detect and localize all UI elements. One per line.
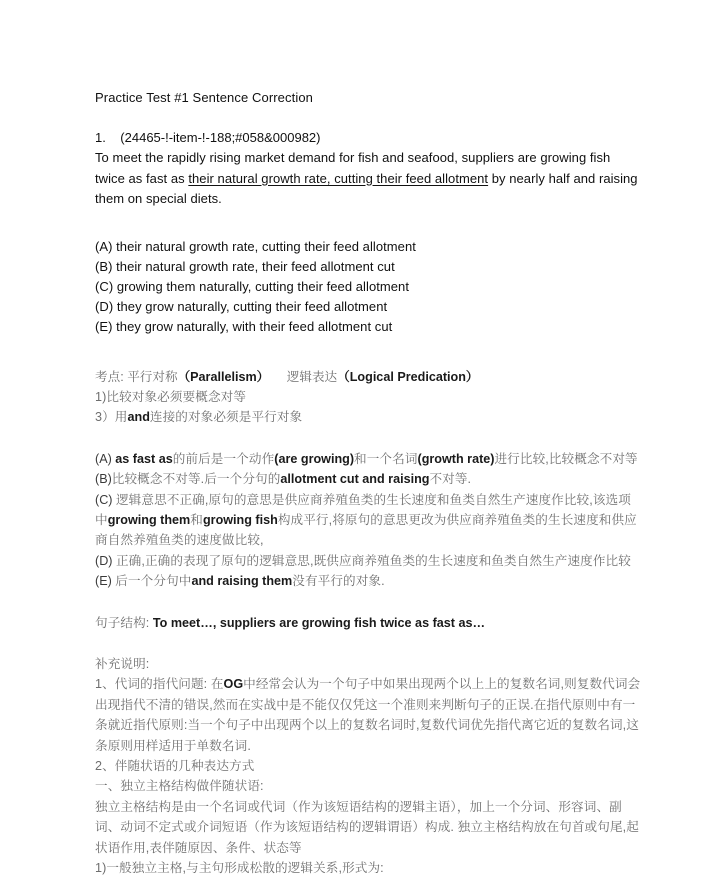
- spacer: [95, 107, 647, 128]
- analysis-b-en-1: allotment cut and raising: [280, 472, 430, 487]
- supplement-heading: 补充说明:: [95, 656, 150, 671]
- sentence-structure-text: To meet…, suppliers are growing fish twice as fast as…: [149, 615, 486, 630]
- stem-after: by nearly half and raising them on special diets.: [95, 170, 638, 206]
- answer-choice-d: (D) they grow naturally, cutting their feed allotment: [95, 298, 388, 314]
- analysis-e-en-1: and raising them: [191, 574, 293, 589]
- analysis-c-en-2: growing fish: [202, 512, 278, 527]
- stem-before: To meet the rapidly rising market demand for fish and seafood, suppliers are growing fish twice as fast as: [95, 150, 611, 186]
- rule-2-keyword: and: [127, 410, 150, 425]
- answer-choice-c: (C) growing them naturally, cutting their feed allotment: [95, 278, 409, 294]
- key-point-rule-1: 1)比较对象必须要概念对等: [95, 389, 247, 404]
- stem-underlined: their natural growth rate, cutting their feed allotment: [188, 170, 489, 186]
- analysis-choice-a: [95, 449, 643, 469]
- sentence-structure-line: [95, 613, 643, 633]
- key-point-1-cn: 平行对称: [127, 369, 178, 384]
- supplement-1-cn-1: 1、代词的指代问题: 在: [95, 677, 224, 692]
- spacer: [95, 633, 647, 654]
- supplement-item-3: 一、独立主格结构做伴随状语:: [95, 779, 264, 794]
- key-point-2-en: （Logical Predication）: [337, 369, 479, 384]
- analysis-d-cn-1: 正确,正确的表现了原句的逻辑意思,既供应商养殖鱼类的生长速度和鱼类自然生产速度作比较: [115, 553, 631, 568]
- analysis-a-cn-2: 和一个名词: [354, 451, 418, 466]
- analysis-b-label: (B): [95, 472, 112, 487]
- analysis-a-cn-1: 的前后是一个动作: [172, 451, 275, 466]
- spacer: [95, 337, 647, 367]
- analysis-e-cn-1: 后一个分句中: [115, 574, 192, 589]
- analysis-b-cn-1: 比较概念不对等.后一个分句的: [111, 472, 281, 487]
- key-point-rule-2: [95, 407, 643, 427]
- answer-choice-e: (E) they grow naturally, with their feed allotment cut: [95, 318, 393, 334]
- supplement-item-4: 独立主格结构是由一个名词或代词（作为该短语结构的逻辑主语），加上一个分词、形容词、副词、动词不定式或介词短语（作为该短语结构的逻辑谓语）构成. 独立主格结构放在句首或句尾,起状语作用,表伴随原因、条件、状态等: [95, 799, 639, 855]
- key-point-2-cn: 逻辑表达: [286, 369, 338, 384]
- spacer: [95, 210, 647, 237]
- key-points-heading: [95, 367, 647, 387]
- answer-choice-b: (B) their natural growth rate, their feed allotment cut: [95, 258, 395, 274]
- answer-choice-a: (A) their natural growth rate, cutting their feed allotment: [95, 238, 416, 254]
- rule-2-suffix: 连接的对象必须是平行对象: [149, 410, 303, 425]
- supplement-1-en-1: OG: [223, 677, 244, 692]
- question-id-line: [95, 128, 647, 148]
- question-stem: [95, 148, 640, 210]
- page-title: Practice Test #1 Sentence Correction: [95, 90, 313, 105]
- analysis-d-label: (D): [95, 553, 116, 568]
- item-id: (24465-!-item-!-188;#058&000982): [120, 130, 321, 145]
- supplement-1-cn-2: 中经常会认为一个句子中如果出现两个以上上的复数名词,则复数代词会出现指代不清的错误,然而在实战中是不能仅仅凭这一个准则来判断句子的正误.在指代原则中有一条就近指代原则:当一个句子中出现两个以上的复数名词时,复数代词优先指代离它近的复数名词,这条原则用样适用于单数名词.: [95, 677, 641, 753]
- analysis-a-cn-3: 进行比较,比较概念不对等: [494, 451, 638, 466]
- sentence-structure-label: 句子结构:: [95, 615, 150, 630]
- analysis-choice-d: [95, 551, 643, 571]
- supplement-item-5: 1)一般独立主格,与主句形成松散的逻辑关系,形式为:: [95, 861, 384, 876]
- analysis-c-cn-3: 构成平行,将原句的意思更改为供应商养殖鱼类的生长速度和供应商自然养殖鱼类的速度做比较,: [95, 512, 637, 548]
- analysis-a-en-1: as fast as: [115, 451, 173, 466]
- analysis-choice-b: [95, 469, 643, 489]
- analysis-a-en-2: (are growing): [274, 451, 355, 466]
- supplement-item-1: [95, 674, 643, 756]
- answer-choice-list: [95, 237, 647, 337]
- question-number: 1.: [95, 130, 106, 145]
- analysis-a-en-3: (growth rate): [417, 451, 495, 466]
- analysis-choice-e: [95, 571, 643, 591]
- analysis-c-cn-2: 和: [190, 512, 203, 527]
- analysis-e-cn-2: 没有平行的对象.: [292, 574, 385, 589]
- analysis-c-label: (C): [95, 492, 116, 507]
- key-point-1-en: （Parallelism）: [177, 369, 270, 384]
- analysis-c-cn-1: 逻辑意思不正确,原句的意思是供应商养殖鱼类的生长速度和鱼类自然生产速度作比较,该选项中: [95, 492, 631, 527]
- key-points-label: 考点:: [95, 369, 124, 384]
- supplement-item-2: 2、伴随状语的几种表达方式: [95, 759, 255, 773]
- analysis-e-label: (E): [95, 574, 116, 589]
- analysis-a-label: (A): [95, 451, 116, 466]
- analysis-b-cn-2: 不对等.: [429, 472, 472, 487]
- spacer: [95, 592, 647, 613]
- spacer: [95, 428, 647, 449]
- rule-2-prefix: 3）用: [95, 410, 128, 425]
- analysis-c-en-1: growing them: [107, 512, 191, 527]
- analysis-choice-c: [95, 490, 643, 551]
